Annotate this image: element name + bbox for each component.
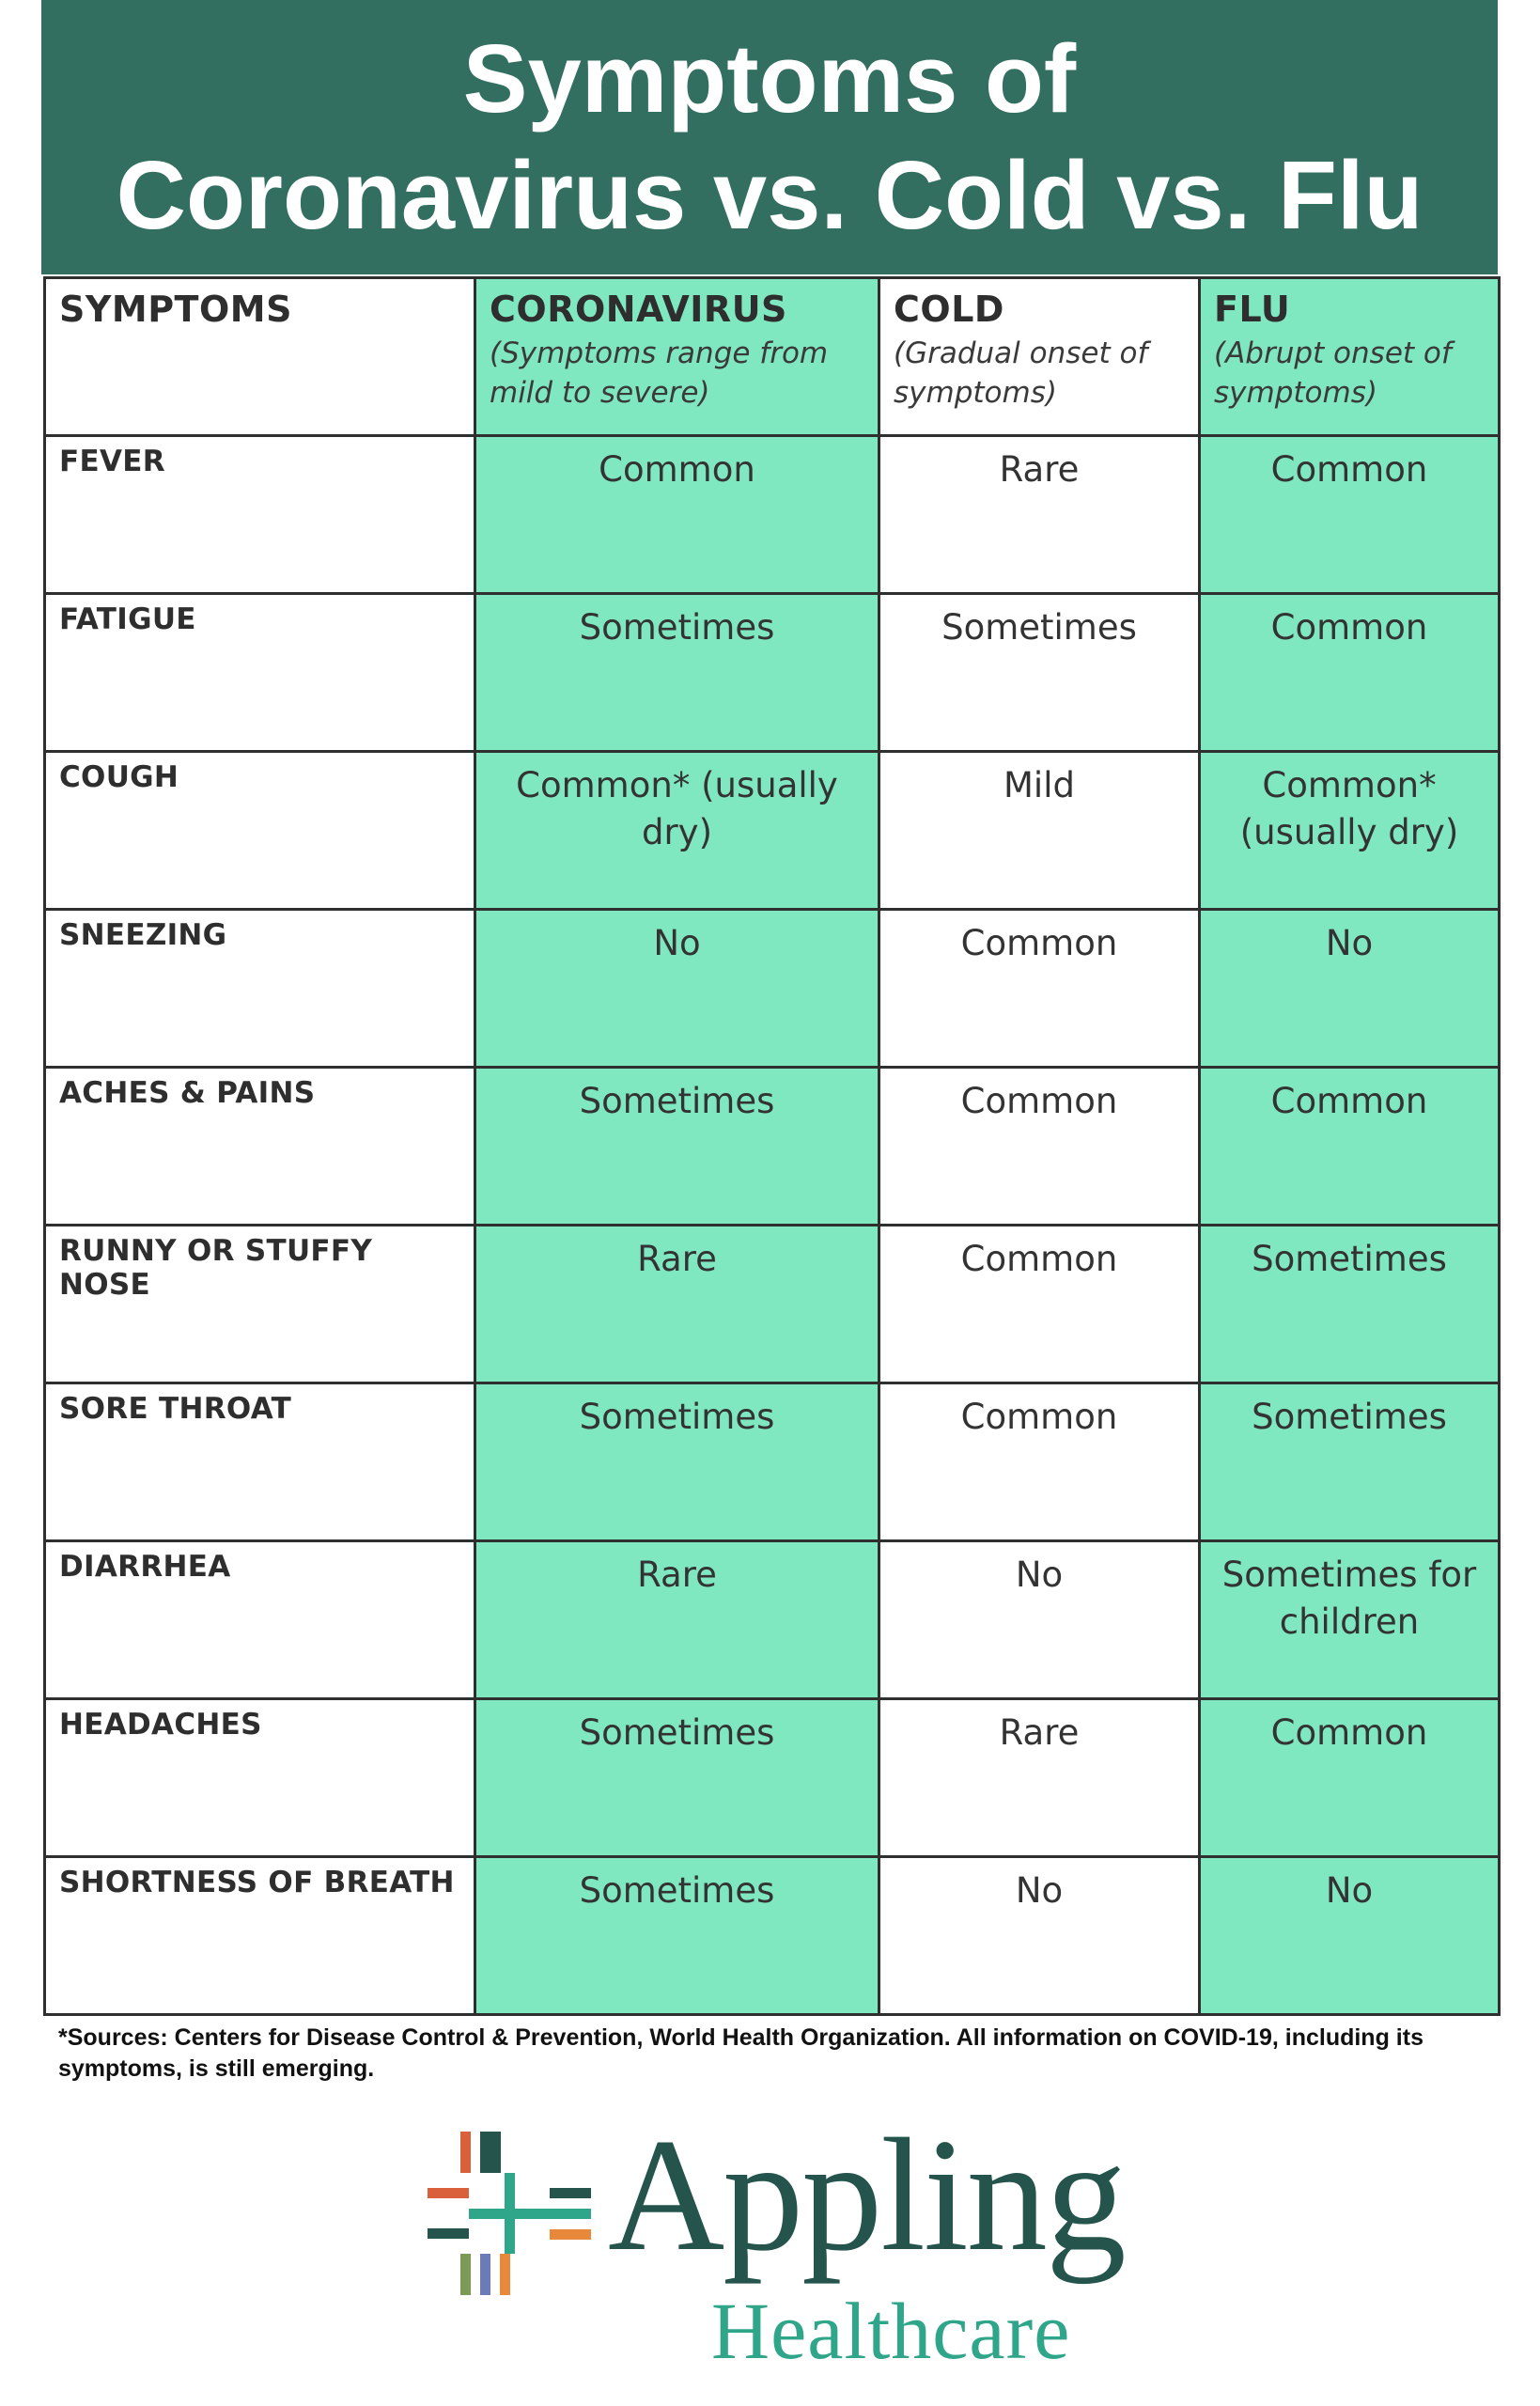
coronavirus-cell: Sometimes [475,1068,879,1226]
appling-healthcare-logo [428,2106,1142,2387]
header-name: SYMPTOMS [59,289,292,330]
flu-cell: Common [1200,1068,1500,1226]
header-subtitle: (Abrupt onset of symptoms) [1214,336,1452,410]
header-flu [1200,278,1500,436]
cross-logo-icon [428,2132,593,2297]
header-cold [879,278,1200,436]
flu-cell: No [1200,910,1500,1068]
flu-cell: Sometimes [1200,1226,1500,1383]
coronavirus-cell: Rare [475,1226,879,1383]
header-coronavirus [475,278,879,436]
coronavirus-cell: Sometimes [475,1699,879,1857]
symptom-cell: SNEEZING [45,910,475,1068]
coronavirus-cell: Common [475,436,879,594]
table-row [45,1226,1500,1383]
symptom-cell: HEADACHES [45,1699,475,1857]
symptom-cell: RUNNY OR STUFFY NOSE [45,1226,475,1383]
table-row [45,910,1500,1068]
symptom-cell: DIARRHEA [45,1541,475,1699]
flu-cell: Common [1200,436,1500,594]
table-row [45,1699,1500,1857]
header-subtitle: (Symptoms range from mild to severe) [490,336,829,410]
symptom-cell: FEVER [45,436,475,594]
coronavirus-cell: Sometimes [475,1857,879,2015]
flu-cell: Sometimes [1200,1383,1500,1541]
header-name: COLD [894,289,1004,330]
coronavirus-cell: Rare [475,1541,879,1699]
coronavirus-cell: Sometimes [475,1383,879,1541]
cold-cell: No [879,1541,1200,1699]
table-row [45,1383,1500,1541]
table-row [45,752,1500,910]
brand-name: Appling [608,2106,1125,2285]
flu-cell: Common [1200,594,1500,752]
header-symptoms [45,278,475,436]
table-row [45,436,1500,594]
title-line-2: Coronavirus vs. Cold vs. Flu [116,141,1423,249]
title-banner [41,0,1498,274]
table-header-row [45,278,1500,436]
cold-cell: Common [879,1226,1200,1383]
coronavirus-cell: Sometimes [475,594,879,752]
header-name: FLU [1214,289,1291,330]
cold-cell: Rare [879,1699,1200,1857]
symptom-cell: COUGH [45,752,475,910]
cold-cell: No [879,1857,1200,2015]
cold-cell: Common [879,1068,1200,1226]
cold-cell: Mild [879,752,1200,910]
cold-cell: Common [879,910,1200,1068]
table-row [45,1857,1500,2015]
symptom-cell: SORE THROAT [45,1383,475,1541]
flu-cell: Sometimes for children [1200,1541,1500,1699]
flu-cell: No [1200,1857,1500,2015]
symptom-cell: SHORTNESS OF BREATH [45,1857,475,2015]
symptom-cell: FATIGUE [45,594,475,752]
coronavirus-cell: No [475,910,879,1068]
symptom-cell: ACHES & PAINS [45,1068,475,1226]
table-row [45,1068,1500,1226]
coronavirus-cell: Common* (usually dry) [475,752,879,910]
sources-footnote: *Sources: Centers for Disease Control & Prevention, World Health Organization. All information on COVID-19, including its symptoms, is still emerging. [58,2024,1423,2082]
cold-cell: Rare [879,436,1200,594]
header-name: CORONAVIRUS [490,289,787,330]
cold-cell: Sometimes [879,594,1200,752]
flu-cell: Common [1200,1699,1500,1857]
flu-cell: Common* (usually dry) [1200,752,1500,910]
symptom-comparison-table [43,276,1501,2016]
cold-cell: Common [879,1383,1200,1541]
table-row [45,594,1500,752]
header-subtitle: (Gradual onset of symptoms) [894,336,1148,410]
title-line-1: Symptoms of [462,24,1077,133]
brand-subtitle: Healthcare [711,2286,1071,2376]
table-row [45,1541,1500,1699]
